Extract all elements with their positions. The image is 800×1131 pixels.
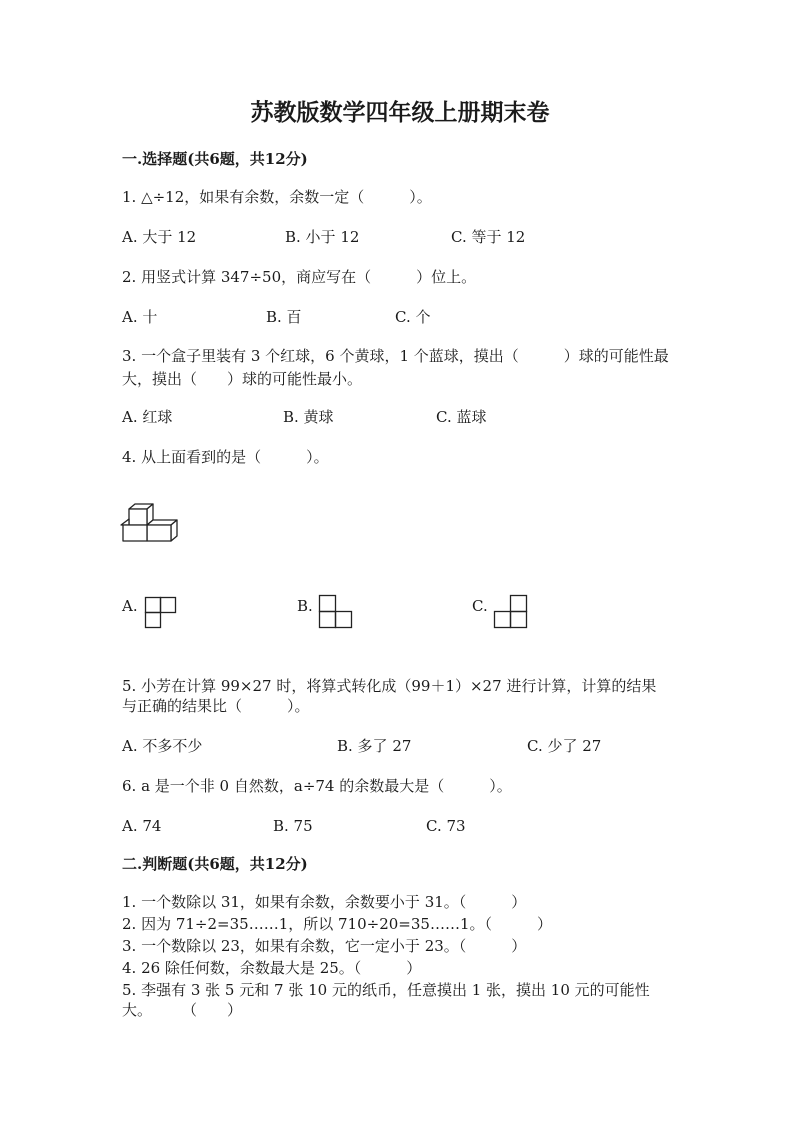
judge-item-1: 1. 一个数除以 31，如果有余数，余数要小于 31。（ ） xyxy=(122,893,527,911)
q1-stem: 1. △÷12，如果有余数，余数一定（ ）。 xyxy=(122,188,432,206)
page-title: 苏教版数学四年级上册期末卷 xyxy=(250,99,550,126)
section-2-heading: 二.判断题(共6题，共12分) xyxy=(122,855,308,873)
q4-option-a-figure xyxy=(145,597,177,629)
q3-option-a: A. 红球 xyxy=(122,408,173,426)
q5-option-b: B. 多了 27 xyxy=(337,737,412,755)
q6-option-c: C. 73 xyxy=(426,817,466,835)
judge-item-5-line2: 大。 （ ） xyxy=(122,1001,243,1019)
cube-stack-figure xyxy=(120,500,182,548)
q1-option-c: C. 等于 12 xyxy=(451,228,526,246)
q4-stem: 4. 从上面看到的是（ ）。 xyxy=(122,448,329,466)
judge-item-4: 4. 26 除任何数，余数最大是 25。（ ） xyxy=(122,959,422,977)
q4-option-c: C. xyxy=(472,597,488,615)
q3-option-b: B. 黄球 xyxy=(283,408,334,426)
q5-stem-line2: 与正确的结果比（ ）。 xyxy=(122,697,310,715)
q5-option-a: A. 不多不少 xyxy=(122,737,203,755)
q2-option-b: B. 百 xyxy=(266,308,302,326)
q4-option-c-figure xyxy=(494,595,528,629)
q4-option-a: A. xyxy=(122,597,138,615)
q3-stem-line1: 3. 一个盒子里装有 3 个红球，6 个黄球，1 个蓝球，摸出（ ）球的可能性最 xyxy=(122,347,669,365)
judge-item-2: 2. 因为 71÷2=35……1，所以 710÷20=35……1。（ ） xyxy=(122,915,552,933)
q2-option-c: C. 个 xyxy=(395,308,431,326)
q6-stem: 6. a 是一个非 0 自然数，a÷74 的余数最大是（ ）。 xyxy=(122,777,512,795)
q6-option-b: B. 75 xyxy=(273,817,313,835)
q2-option-a: A. 十 xyxy=(122,308,158,326)
q2-stem: 2. 用竖式计算 347÷50，商应写在（ ）位上。 xyxy=(122,268,477,286)
q1-option-a: A. 大于 12 xyxy=(122,228,197,246)
section-1-heading: 一.选择题(共6题，共12分) xyxy=(122,150,308,168)
judge-item-5-line1: 5. 李强有 3 张 5 元和 7 张 10 元的纸币，任意摸出 1 张，摸出 10 元的可能性 xyxy=(122,981,650,999)
q6-option-a: A. 74 xyxy=(122,817,162,835)
q1-option-b: B. 小于 12 xyxy=(285,228,360,246)
q4-option-b: B. xyxy=(297,597,313,615)
judge-item-3: 3. 一个数除以 23，如果有余数，它一定小于 23。（ ） xyxy=(122,937,527,955)
q4-option-b-figure xyxy=(319,595,353,629)
q3-option-c: C. 蓝球 xyxy=(436,408,487,426)
q5-stem-line1: 5. 小芳在计算 99×27 时，将算式转化成（99＋1）×27 进行计算，计算的结果 xyxy=(122,677,657,695)
q5-option-c: C. 少了 27 xyxy=(527,737,602,755)
q3-stem-line2: 大，摸出（ ）球的可能性最小。 xyxy=(122,370,363,388)
